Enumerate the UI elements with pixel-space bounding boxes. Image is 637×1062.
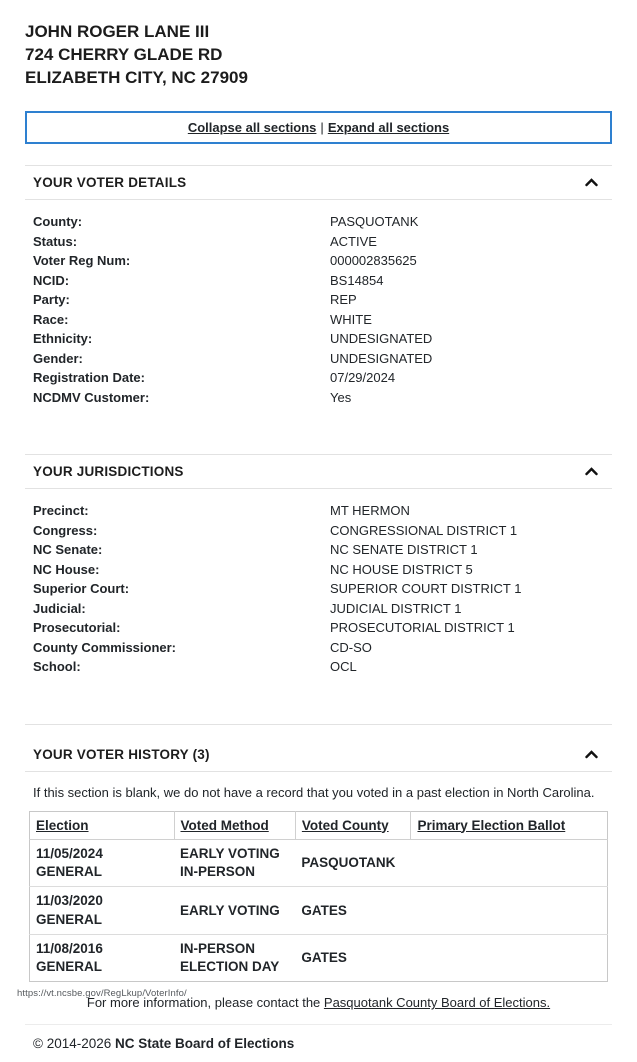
column-header-election[interactable]: Election bbox=[30, 811, 175, 840]
table-header-row bbox=[30, 811, 608, 840]
copyright-org: NC State Board of Elections bbox=[115, 1036, 295, 1052]
section-voter-details bbox=[25, 165, 612, 433]
detail-label: Ethnicity: bbox=[33, 331, 93, 346]
jurisdiction-label: County Commissioner: bbox=[33, 639, 177, 655]
detail-row bbox=[33, 232, 604, 252]
jurisdiction-value: PROSECUTORIAL DISTRICT 1 bbox=[330, 620, 515, 635]
cell-voted-county: GATES bbox=[295, 934, 411, 981]
chevron-up-icon[interactable] bbox=[585, 750, 604, 759]
jurisdiction-row bbox=[33, 599, 604, 619]
detail-row bbox=[33, 251, 604, 271]
detail-row bbox=[33, 349, 604, 369]
jurisdiction-label: Precinct: bbox=[33, 503, 89, 518]
column-header-voted-county[interactable]: Voted County bbox=[295, 811, 411, 840]
jurisdiction-label: Superior Court: bbox=[33, 581, 130, 596]
cell-primary-ballot bbox=[411, 840, 608, 887]
detail-row bbox=[33, 368, 604, 388]
jurisdiction-value: SUPERIOR COURT DISTRICT 1 bbox=[330, 581, 522, 596]
detail-row bbox=[33, 388, 604, 408]
more-info-text: For more information, please contact the bbox=[86, 995, 324, 1011]
section-jurisdictions bbox=[25, 454, 612, 703]
detail-label: County: bbox=[33, 214, 83, 229]
collapse-all-link[interactable]: Collapse all sections bbox=[187, 120, 317, 135]
jurisdictions-title: YOUR JURISDICTIONS bbox=[33, 464, 184, 479]
jurisdiction-row bbox=[33, 638, 604, 658]
jurisdiction-label: Prosecutorial: bbox=[33, 620, 121, 635]
detail-value: UNDESIGNATED bbox=[330, 350, 433, 366]
cell-election: 11/08/2016 GENERAL bbox=[30, 934, 175, 981]
table-row bbox=[30, 887, 608, 934]
cell-voted-county: GATES bbox=[295, 887, 411, 934]
cell-voted-method: IN-PERSON ELECTION DAY bbox=[174, 934, 295, 981]
cell-primary-ballot bbox=[411, 887, 608, 934]
voter-history-table bbox=[29, 811, 608, 983]
jurisdiction-value: MT HERMON bbox=[330, 503, 410, 518]
detail-value: BS14854 bbox=[330, 272, 384, 288]
detail-row bbox=[33, 212, 604, 232]
cell-voted-method: EARLY VOTING bbox=[174, 887, 295, 934]
cell-election: 11/03/2020 GENERAL bbox=[30, 887, 175, 934]
jurisdiction-label: NC House: bbox=[33, 561, 100, 577]
detail-value: REP bbox=[330, 292, 357, 307]
jurisdiction-row bbox=[33, 657, 604, 677]
jurisdiction-value: CD-SO bbox=[330, 639, 372, 655]
detail-label: Gender: bbox=[33, 350, 83, 366]
jurisdiction-row bbox=[33, 560, 604, 580]
chevron-up-icon[interactable] bbox=[585, 467, 604, 476]
detail-label: Voter Reg Num: bbox=[33, 253, 131, 268]
link-separator: | bbox=[320, 120, 324, 135]
jurisdiction-value: OCL bbox=[330, 659, 357, 674]
detail-value: Yes bbox=[330, 389, 352, 405]
detail-value: WHITE bbox=[330, 311, 372, 327]
detail-label: Status: bbox=[33, 233, 78, 249]
column-header-voted-method[interactable]: Voted Method bbox=[174, 811, 295, 840]
detail-label: Race: bbox=[33, 311, 69, 327]
jurisdictions-rows bbox=[25, 489, 612, 703]
detail-label: NCID: bbox=[33, 272, 70, 288]
jurisdiction-row bbox=[33, 618, 604, 638]
jurisdiction-row bbox=[33, 521, 604, 541]
detail-row bbox=[33, 290, 604, 310]
voter-name: JOHN ROGER LANE III bbox=[25, 22, 210, 41]
jurisdiction-value: NC HOUSE DISTRICT 5 bbox=[330, 561, 473, 577]
table-row bbox=[30, 840, 608, 887]
cell-election: 11/05/2024 GENERAL bbox=[36, 846, 103, 880]
voter-details-header[interactable] bbox=[25, 166, 612, 200]
detail-value: ACTIVE bbox=[330, 233, 377, 249]
jurisdiction-label: Congress: bbox=[33, 522, 98, 538]
cell-voted-county: PASQUOTANK bbox=[301, 855, 396, 871]
detail-row bbox=[33, 271, 604, 291]
table-row bbox=[30, 934, 608, 981]
copyright-line bbox=[25, 1025, 612, 1062]
voter-history-note: If this section is blank, we do not have a record that you voted in a past election in North Carolina. bbox=[33, 784, 595, 800]
column-header-primary-ballot[interactable]: Primary Election Ballot bbox=[411, 811, 608, 840]
detail-label: Party: bbox=[33, 292, 70, 307]
detail-label: NCDMV Customer: bbox=[33, 389, 150, 405]
voter-history-title: YOUR VOTER HISTORY (3) bbox=[33, 746, 210, 762]
jurisdiction-label: School: bbox=[33, 659, 81, 674]
jurisdiction-label: NC Senate: bbox=[33, 542, 103, 557]
jurisdiction-value: CONGRESSIONAL DISTRICT 1 bbox=[330, 522, 518, 538]
expand-all-link[interactable]: Expand all sections bbox=[327, 120, 450, 135]
jurisdiction-label: Judicial: bbox=[33, 600, 86, 616]
copyright-years: © 2014-2026 bbox=[33, 1036, 116, 1052]
detail-row bbox=[33, 310, 604, 330]
detail-value: 000002835625 bbox=[330, 253, 417, 268]
jurisdiction-row bbox=[33, 579, 604, 599]
section-controls-box bbox=[25, 111, 612, 144]
jurisdiction-value: NC SENATE DISTRICT 1 bbox=[330, 542, 478, 557]
cell-primary-ballot bbox=[411, 934, 608, 981]
voter-details-title: YOUR VOTER DETAILS bbox=[33, 175, 187, 190]
jurisdiction-row bbox=[33, 501, 604, 521]
voter-details-rows bbox=[25, 200, 612, 433]
jurisdictions-header[interactable] bbox=[25, 455, 612, 489]
jurisdiction-value: JUDICIAL DISTRICT 1 bbox=[330, 600, 462, 616]
print-footer-url: https://vt.ncsbe.gov/RegLkup/VoterInfo/ bbox=[17, 988, 187, 999]
voter-history-header[interactable] bbox=[25, 725, 612, 772]
detail-label: Registration Date: bbox=[33, 370, 145, 385]
chevron-up-icon[interactable] bbox=[585, 178, 604, 187]
cell-voted-method: EARLY VOTING IN-PERSON bbox=[180, 846, 280, 880]
voter-street: 724 CHERRY GLADE RD bbox=[25, 45, 223, 64]
county-board-link[interactable]: Pasquotank County Board of Elections. bbox=[323, 995, 551, 1011]
detail-row bbox=[33, 329, 604, 349]
jurisdiction-row bbox=[33, 540, 604, 560]
detail-value: PASQUOTANK bbox=[330, 214, 419, 229]
section-voter-history bbox=[25, 724, 612, 1011]
detail-value: 07/29/2024 bbox=[330, 370, 396, 385]
voter-city-state-zip: ELIZABETH CITY, NC 27909 bbox=[25, 68, 248, 87]
voter-address-block bbox=[25, 20, 612, 89]
detail-value: UNDESIGNATED bbox=[330, 331, 433, 346]
